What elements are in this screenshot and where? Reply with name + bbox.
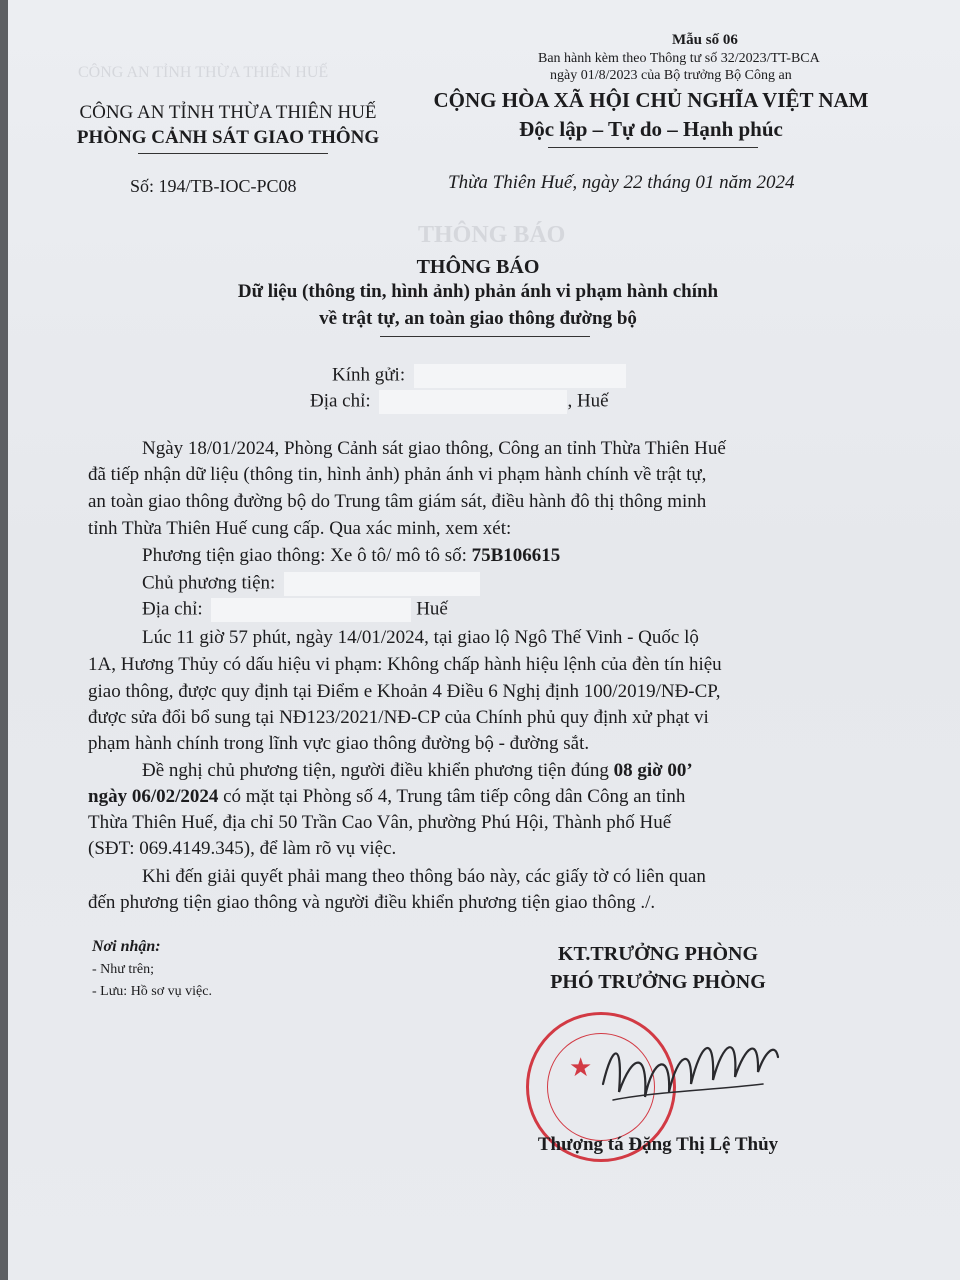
body-p1-line-1: Ngày 18/01/2024, Phòng Cảnh sát giao thông, Công an tỉnh Thừa Thiên Huế [142, 438, 726, 459]
summons-time: 08 giờ 00’ [613, 760, 693, 781]
notice-subtitle-2: về trật tự, an toàn giao thông đường bộ [319, 308, 637, 329]
bleed-through-header: CÔNG AN TỈNH THỪA THIÊN HUẾ [78, 64, 329, 81]
handwritten-signature [593, 1022, 793, 1122]
body-p2-line-5: phạm hành chính trong lĩnh vực giao thông đường bộ - đường sắt. [88, 733, 590, 754]
body-p3-line-2 [88, 786, 685, 808]
vehicle-plate: 75B106615 [471, 545, 561, 566]
body-p3-line-3: Thừa Thiên Huế, địa chỉ 50 Trần Cao Vân, phường Phú Hội, Thành phố Huế [88, 812, 672, 833]
body-p1-line-3: an toàn giao thông đường bộ do Trung tâm giám sát, điều hành đô thị thông minh [88, 491, 707, 512]
document-number: Số: 194/TB-IOC-PC08 [130, 176, 297, 196]
body-p1-line-2: đã tiếp nhận dữ liệu (thông tin, hình ảnh) phản ánh vi phạm hành chính về trật tự, [88, 464, 707, 485]
document-page [8, 0, 960, 1280]
owner-label: Chủ phương tiện: [142, 572, 276, 594]
title-underline [380, 336, 590, 337]
recipient-label: Kính gửi: [332, 364, 406, 386]
body-p2-line-4: được sửa đổi bổ sung tại NĐ123/2021/NĐ-CP của Chính phủ quy định xử phạt vi [88, 707, 709, 728]
form-issued-line-2: ngày 01/8/2023 của Bộ trưởng Bộ Công an [550, 68, 792, 83]
body-p3-line-1 [142, 760, 693, 782]
recipient-address-line [310, 390, 609, 414]
recipient-address-suffix: , Huế [567, 390, 609, 412]
bleed-through-title: THÔNG BÁO [418, 222, 566, 248]
body-p1-line-4: tỉnh Thừa Thiên Huế cung cấp. Qua xác minh, xem xét: [88, 518, 512, 539]
vehicle-label: Phương tiện giao thông: Xe ô tô/ mô tô số: [142, 545, 472, 566]
recipient-item-2: - Lưu: Hồ sơ vụ việc. [92, 984, 212, 999]
owner-address-suffix: Huế [416, 598, 448, 620]
summons-text: Đề nghị chủ phương tiện, người điều khiển phương tiện đúng [142, 760, 614, 781]
redacted-recipient [414, 364, 626, 388]
summons-place: có mặt tại Phòng số 4, Trung tâm tiếp công dân Công an tỉnh [218, 786, 686, 807]
redacted-recipient-address [379, 390, 567, 414]
redacted-owner [284, 572, 480, 596]
body-p3-line-4: (SĐT: 069.4149.345), để làm rõ vụ việc. [88, 838, 397, 859]
national-motto: Độc lập – Tự do – Hạnh phúc [519, 117, 783, 141]
owner-line [142, 572, 480, 596]
redacted-owner-address [211, 598, 411, 622]
body-p2-line-3: giao thông, được quy định tại Điểm e Khoản 4 Điều 6 Nghị định 100/2019/NĐ-CP, [88, 681, 721, 702]
sign-title-1: KT.TRƯỞNG PHÒNG [558, 943, 758, 965]
owner-address-line [142, 598, 448, 622]
summons-date: ngày 06/02/2024 [88, 786, 219, 807]
notice-title: THÔNG BÁO [416, 256, 540, 278]
seal-star-icon: ★ [569, 1053, 593, 1082]
recipient-address-label: Địa chỉ: [310, 390, 371, 412]
recipients-title: Nơi nhận: [92, 938, 161, 955]
body-p4-line-1: Khi đến giải quyết phải mang theo thông báo này, các giấy tờ có liên quan [142, 866, 706, 887]
agency-parent: CÔNG AN TỈNH THỪA THIÊN HUẾ [79, 102, 377, 123]
body-p2-line-2: 1A, Hương Thủy có dấu hiệu vi phạm: Không chấp hành hiệu lệnh của đèn tín hiệu [88, 654, 722, 675]
sign-title-2: PHÓ TRƯỞNG PHÒNG [550, 971, 766, 993]
agency-unit: PHÒNG CẢNH SÁT GIAO THÔNG [76, 127, 380, 148]
recipient-line [332, 364, 626, 388]
notice-subtitle-1: Dữ liệu (thông tin, hình ảnh) phản ánh vi phạm hành chính [237, 281, 719, 302]
recipient-item-1: - Như trên; [92, 962, 155, 977]
form-issued-line-1: Ban hành kèm theo Thông tư số 32/2023/TT-BCA [538, 51, 820, 66]
form-number: Mẫu số 06 [672, 32, 738, 48]
motto-underline [548, 147, 758, 148]
body-p4-line-2: đến phương tiện giao thông và người điều khiển phương tiện giao thông ./. [88, 892, 656, 913]
agency-underline [138, 153, 328, 154]
place-date: Thừa Thiên Huế, ngày 22 tháng 01 năm 2024 [448, 172, 795, 193]
body-p2-line-1: Lúc 11 giờ 57 phút, ngày 14/01/2024, tại giao lộ Ngô Thế Vinh - Quốc lộ [142, 627, 699, 648]
owner-address-label: Địa chỉ: [142, 598, 203, 620]
national-name: CỘNG HÒA XÃ HỘI CHỦ NGHĨA VIỆT NAM [433, 88, 869, 112]
vehicle-line [142, 545, 560, 567]
signer-name: Thượng tá Đặng Thị Lệ Thủy [537, 1134, 779, 1155]
